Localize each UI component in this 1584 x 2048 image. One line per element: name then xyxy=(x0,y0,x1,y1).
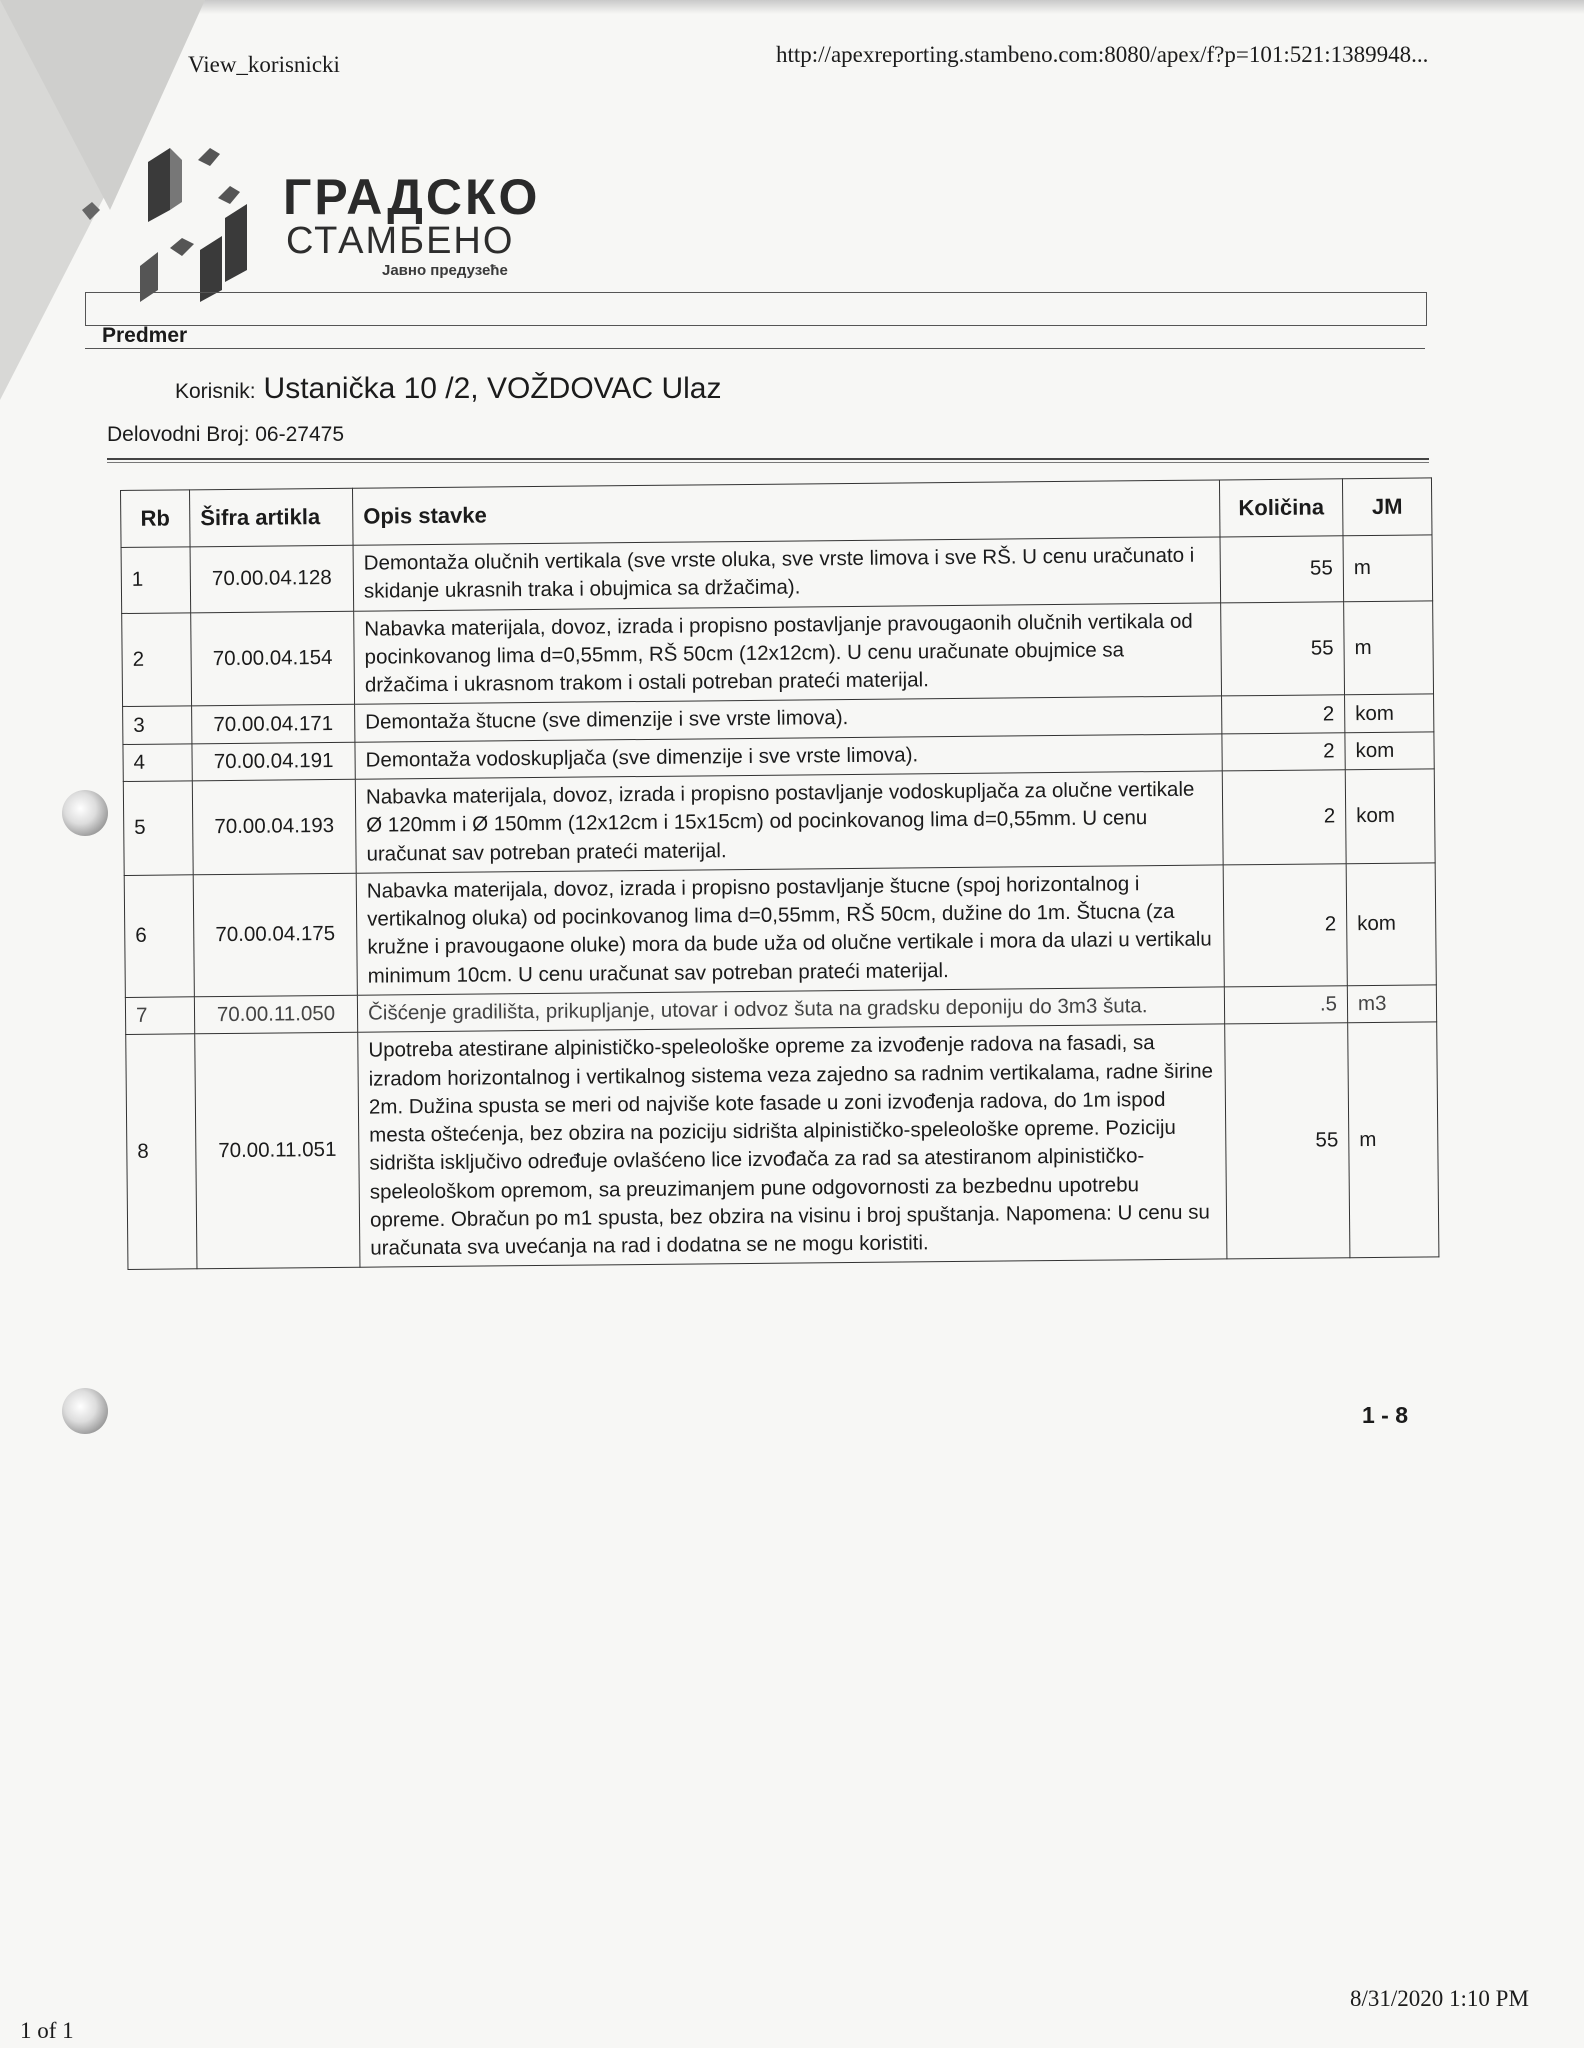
delovodni-label: Delovodni Broj: xyxy=(107,423,250,446)
col-header-rb: Rb xyxy=(121,490,191,548)
cell-rb: 4 xyxy=(123,744,192,782)
cell-kolicina: 2 xyxy=(1222,770,1346,865)
logo-line2: СТАМБЕНО xyxy=(286,220,515,262)
cell-sifra: 70.00.04.191 xyxy=(192,742,355,781)
cell-sifra: 70.00.11.051 xyxy=(195,1032,360,1269)
cell-kolicina: 55 xyxy=(1221,601,1345,696)
col-header-sifra: Šifra artikla xyxy=(190,488,354,547)
cell-opis: Demontaža olučnih vertikala (sve vrste oluka, sve vrste limova i sve RŠ. U cenu uračunato i skidanje ukrasnih traka i obujmica sa držačima). xyxy=(353,537,1221,611)
cell-sifra: 70.00.04.154 xyxy=(191,611,355,706)
cell-kolicina: 2 xyxy=(1223,864,1347,987)
cell-opis: Čišćenje gradilišta, prikupljanje, utovar i odvoz šuta na gradsku deponiju do 3m3 šuta. xyxy=(357,987,1224,1033)
logo-line1: ГРАДСКО xyxy=(283,169,541,225)
print-date: 8/31/2020 1:10 PM xyxy=(1350,1986,1529,2011)
col-header-opis: Opis stavke xyxy=(352,480,1220,545)
cell-rb: 5 xyxy=(123,781,193,876)
delovodni-value: 06-27475 xyxy=(255,423,344,446)
cell-kolicina: 55 xyxy=(1220,536,1344,603)
section-title: Predmer xyxy=(102,324,188,347)
table-row xyxy=(124,863,1436,998)
cell-jm: m xyxy=(1348,1022,1439,1258)
scan-top-edge xyxy=(0,0,1584,14)
browser-title: View_korisnicki xyxy=(188,52,340,77)
section-divider xyxy=(85,348,1425,349)
col-header-jm: JM xyxy=(1342,478,1432,536)
cell-kolicina: .5 xyxy=(1224,986,1347,1024)
korisnik-label: Korisnik: xyxy=(175,380,256,403)
punch-hole xyxy=(62,790,108,836)
cell-opis: Demontaža štucne (sve dimenzije i sve vrste limova). xyxy=(355,696,1222,742)
cell-kolicina: 55 xyxy=(1225,1023,1350,1259)
cell-sifra: 70.00.11.050 xyxy=(194,995,357,1034)
cell-opis: Demontaža vodoskupljača (sve dimenzije i sve vrste limova). xyxy=(355,734,1222,780)
cell-sifra: 70.00.04.175 xyxy=(193,873,357,997)
cell-jm: m xyxy=(1343,535,1433,601)
logo-line3: Јавно предузеће xyxy=(382,262,508,279)
cell-jm: kom xyxy=(1345,732,1434,770)
divider xyxy=(107,462,1429,463)
cell-opis: Nabavka materijala, dovoz, izrada i propisno postavljanje štucne (spoj horizontalnog i vertikalnog oluka) od pocinkovanog lima d=0,55mm, RŠ 50cm, dužine do 1m. Štucna (za kružne i pravougaone oluke) mora da bude uža od olučne vertikale i mora da ulazi u vertikalu minimum 10cm. U cenu uračunat sav potreban prateći materijal. xyxy=(356,865,1224,995)
cell-sifra: 70.00.04.171 xyxy=(192,705,355,744)
pagination-label: 1 - 8 xyxy=(1362,1402,1409,1428)
divider xyxy=(107,458,1429,460)
cell-kolicina: 2 xyxy=(1222,695,1345,733)
punch-hole xyxy=(62,1388,108,1434)
cell-jm: kom xyxy=(1345,694,1434,732)
cell-rb: 6 xyxy=(124,875,194,998)
korisnik-row xyxy=(175,372,721,406)
cell-rb: 1 xyxy=(121,547,191,613)
delovodni-row xyxy=(107,423,344,447)
cell-jm: m3 xyxy=(1347,985,1436,1023)
table-row xyxy=(121,535,1433,613)
browser-url[interactable]: http://apexreporting.stambeno.com:8080/apex/f?p=101:521:1389948... xyxy=(776,42,1429,67)
cell-rb: 2 xyxy=(122,612,192,707)
cell-jm: kom xyxy=(1346,863,1436,986)
cell-rb: 8 xyxy=(126,1034,197,1270)
section-box xyxy=(85,292,1427,326)
items-table xyxy=(120,477,1439,1270)
korisnik-value: Ustanička 10 /2, VOŽDOVAC Ulaz xyxy=(263,372,722,405)
table-row xyxy=(126,1022,1439,1270)
cell-opis: Upotreba atestirane alpinističko-speleološke opreme za izvođenje radova na fasadi, sa izradom horizontalnog i vertikalnog sistema veza zajedno sa radnim vertikalama, radne širine 2m. Dužina spusta se meri od najviše kote fasade u zoni izvođenja radova, do 1m ispod mesta oštećenja, bez obzira na poziciju sidrišta alpinističko-speleološke opreme. Poziciju sidrišta isključivo određuje ovlašćeno lice izvođača za rad sa atestiranom alpinističko-speleološkom opremom, sa preuzimanjem pune odgovornosti za bezbednu upotrebu opreme. Obračun po m1 spusta, bez obzira na visinu i broj spuštanja. Napomena: U cenu su uračunata sva uvećanja na rad i dodatna se ne mogu koristiti. xyxy=(358,1024,1227,1268)
cell-opis: Nabavka materijala, dovoz, izrada i propisno postavljanje vodoskupljača za olučne vertikale Ø 120mm i Ø 150mm (12x12cm i 15x15cm) od pocinkovanog lima d=0,55mm. U cenu uračunat sav potreban prateći materijal. xyxy=(355,771,1223,873)
page-count: 1 of 1 xyxy=(20,2018,74,2043)
cell-sifra: 70.00.04.128 xyxy=(190,545,354,612)
cell-jm: kom xyxy=(1345,769,1435,864)
cell-kolicina: 2 xyxy=(1222,732,1345,770)
cell-rb: 3 xyxy=(123,706,192,744)
table-row xyxy=(122,600,1434,706)
cell-jm: m xyxy=(1344,600,1434,695)
cell-opis: Nabavka materijala, dovoz, izrada i propisno postavljanje pravougaonih olučnih vertikala od pocinkovanog lima d=0,55mm, RŠ 50cm (12x12cm). U cenu uračunate obujmice sa držačima i ukrasnom trakom i ostali potreban prateći materijal. xyxy=(354,603,1222,705)
col-header-kolicina: Količina xyxy=(1219,479,1343,537)
cell-rb: 7 xyxy=(125,997,194,1035)
cell-sifra: 70.00.04.193 xyxy=(192,779,356,874)
table-row xyxy=(123,769,1435,875)
